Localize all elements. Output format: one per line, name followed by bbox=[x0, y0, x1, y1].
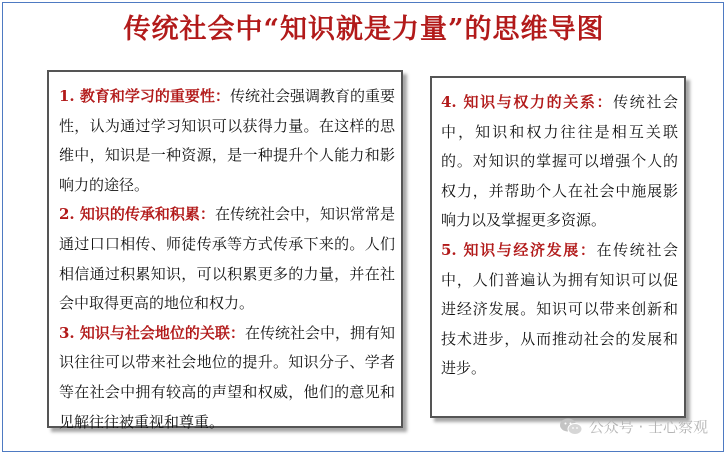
section-4 bbox=[441, 88, 678, 236]
section-2 bbox=[59, 200, 395, 318]
section-5-heading: 5. 知识与经济发展： bbox=[441, 240, 597, 259]
section-2-body: 在传统社会中，知识常常是通过口口相传、师徒传承等方式传承下来的。人们相信通过积累知识，可以积累更多的力量，并在社会中取得更高的地位和权力。 bbox=[59, 205, 395, 313]
section-5-body: 在传统社会中，人们普遍认为拥有知识可以促进经济发展。知识可以带来创新和技术进步，从而推动社会的发展和进步。 bbox=[441, 240, 678, 378]
section-2-heading: 2. 知识的传承和积累： bbox=[59, 205, 215, 224]
page-title: 传统社会中“知识就是力量”的思维导图 bbox=[123, 14, 605, 45]
section-5 bbox=[441, 236, 678, 384]
wechat-icon bbox=[559, 417, 583, 437]
section-3-heading: 3. 知识与社会地位的关联： bbox=[59, 323, 245, 342]
watermark bbox=[559, 416, 708, 437]
section-1-heading: 1. 教育和学习的重要性： bbox=[59, 87, 230, 105]
right-content-box bbox=[430, 76, 686, 418]
section-3-body: 在传统社会中，拥有知识往往可以带来社会地位的提升。知识分子、学者等在社会中拥有较高的声望和权威，他们的意见和见解往往被重视和尊重。 bbox=[59, 323, 395, 431]
section-4-body: 传统社会中，知识和权力往往是相互关联的。对知识的掌握可以增强个人的权力，并帮助个人在社会中施展影响力以及掌握更多资源。 bbox=[441, 93, 678, 230]
section-3 bbox=[59, 319, 395, 437]
section-1-body: 传统社会强调教育的重要性，认为通过学习知识可以获得力量。在这样的思维中，知识是一种资源，是一种提升个人能力和影响力的途径。 bbox=[59, 87, 395, 194]
section-4-heading: 4. 知识与权力的关系： bbox=[441, 93, 614, 111]
section-1 bbox=[59, 82, 395, 200]
left-content-box bbox=[47, 70, 403, 431]
watermark-text: 公众号 · 士心察观 bbox=[588, 418, 708, 436]
